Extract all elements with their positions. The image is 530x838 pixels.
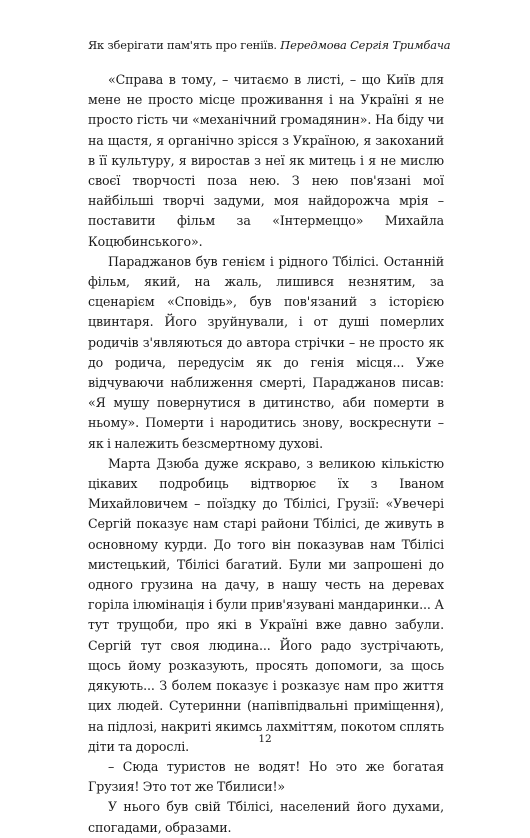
paragraph: «Справа в тому, – читаємо в листі, – що Київ для мене не просто місце проживання і на Україні я не просто гість чи «механічний громадянин». На біду чи на щастя, я органічно зрісся з Україною, я закоханий в її культуру, я виростав з неї як митець і я не мислю своєї творчості поза нею. З нею пов'язані мої найбільші творчі задуми, моя найдорожча мрія – поставити фільм за «Інтермеццо» Михайла Коцюбинського». <box>88 72 444 249</box>
paragraph: Параджанов був генієм і рідного Тбілісі. Останній фільм, який, на жаль, лишився незнятим, за сценарієм «Сповідь», був пов'язаний з історією цвинтаря. Його зруйнували, і от душі померлих родичів з'являються до автора стрічки – не просто як до родича, передусім як до генія місця... Уже відчуваючи наближення смерті, Параджанов писав: «Я мушу повернутися в дитинство, аби померти в ньому». Померти і народитись знову, воскреснути – як і належить безсмертному духові. <box>88 253 444 451</box>
body-text <box>88 70 444 838</box>
running-head-title: Як зберігати пам'ять про геніїв. <box>88 38 281 52</box>
page-number: 12 <box>258 733 272 745</box>
paragraph: – Сюда туристов не водят! Но это же богатая Грузия! Это тот же Тбилиси!» <box>88 758 444 795</box>
paragraph: У нього був свій Тбілісі, населений його духами, спогадами, образами. <box>88 799 444 835</box>
running-head-subtitle: Передмова Сергія Тримбача <box>280 38 451 52</box>
running-head <box>88 37 488 53</box>
paragraph: Марта Дзюба дуже яскраво, з великою кількістю цікавих подробиць відтворює їх з Іваном Михайловичем – поїздку до Тбілісі, Грузії: «Увечері Сергій показує нам старі райони Тбілісі, де живуть в основному курди. До того він показував нам Тбілісі мистецький, Тбілісі багатий. Були ми запрошені до одного грузина на дачу, в нашу честь на деревах горіла ілюмінація і були прив'язувані мандаринки... А тут трущоби, про які в Україні вже давно забули. Сергій тут своя людина... Його радо зустрічають, щось йому розказують, просять допомоги, за щось дякують... З болем показує і розказує нам про життя цих людей. Сутеринни (напівпідвальні приміщення), на підлозі, накриті якимсь лахміттям, покотом сплять діти та дорослі. <box>88 455 444 754</box>
